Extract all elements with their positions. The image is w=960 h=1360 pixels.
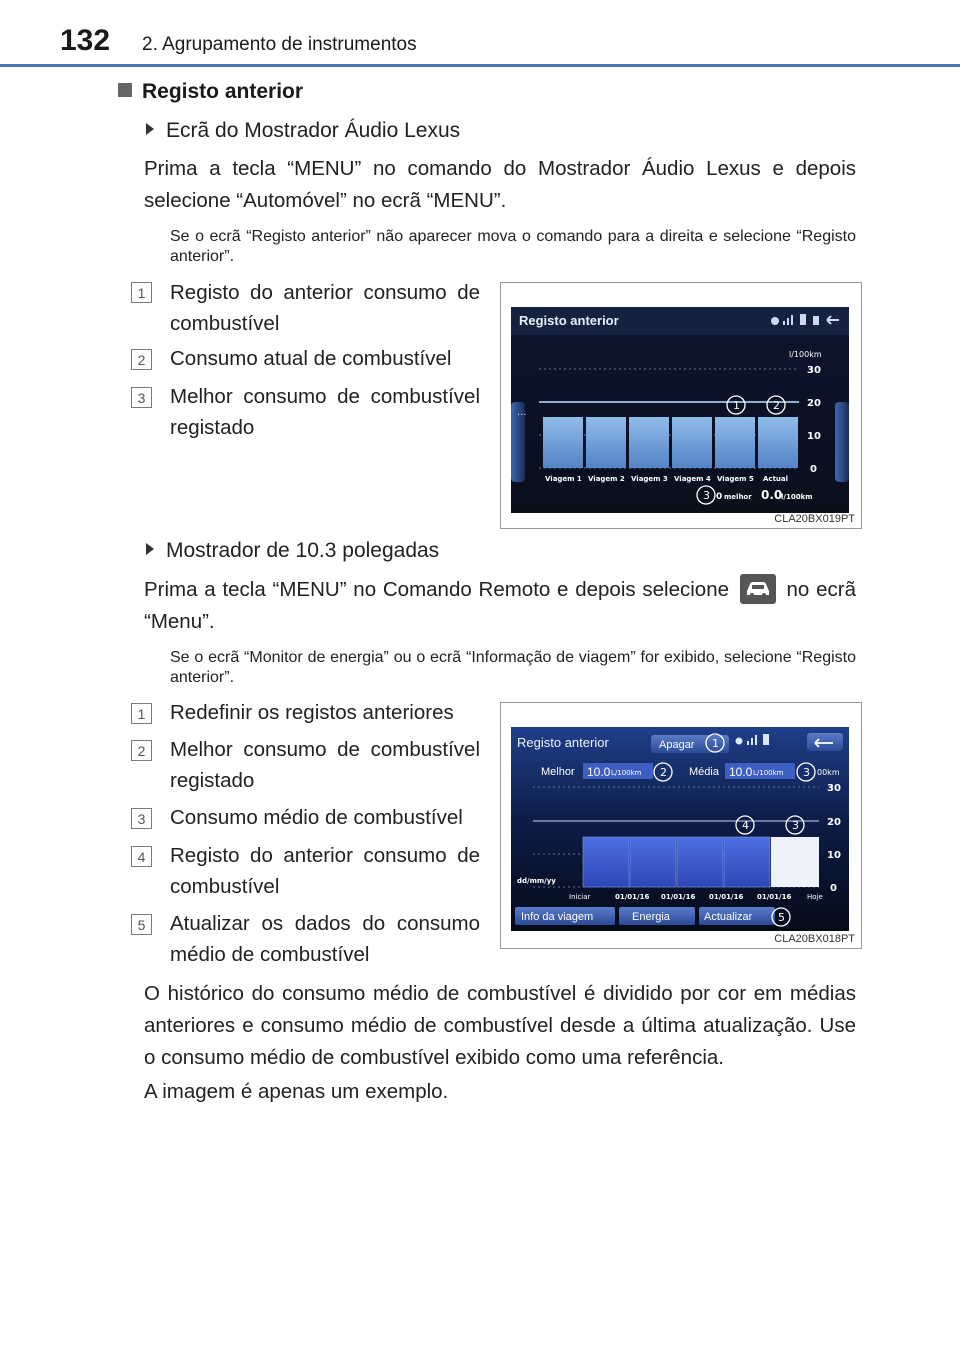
x-label: Viagem 3 [631,475,668,483]
bar-trip-2 [586,417,626,468]
back-button-shape [807,733,843,751]
bar-period-2 [630,837,676,887]
x-label: Viagem 2 [588,475,625,483]
bar-period-1 [583,837,629,887]
y-tick: 30 [807,365,821,376]
x-label: Viagem 5 [717,475,754,483]
best-value: 10.0 [587,765,611,779]
item-text: Registo do anterior consumo de combustível [170,844,480,898]
closing-paragraph: O histórico do consumo médio de combustível é dividido por cor em médias anteriores e consumo médio de combustível desde a última atualização. Use o consumo médio de combustível exibido como uma referência. [144,982,856,1069]
date-format: dd/mm/yy [517,877,556,885]
tab-update-label: Actualizar [704,911,753,923]
x-label: Viagem 1 [545,475,582,483]
tab-energy-label: Energia [632,911,670,923]
avg-value: 10.0 [729,765,753,779]
y-tick: 30 [827,783,841,794]
item-number: 3 [131,808,152,829]
figure-code: CLA20BX018PT [774,933,855,945]
svg-text:4: 4 [742,819,749,832]
ten-inch-note: Se o ecrã “Monitor de energia” ou o ecrã “Informação de viagem” for exibido, selecione “Registo anterior”. [170,649,856,686]
chapter-title: 2. Agrupamento de instrumentos [142,34,417,55]
item-number: 5 [131,914,152,935]
screen-lexus-graphic [511,307,849,513]
item-text: Atualizar os dados do consumo médio de combustível [170,912,480,966]
svg-text:3: 3 [803,766,810,779]
x-label: 01/01/16 [757,893,792,901]
battery-icon [800,314,806,325]
signal-icon [783,321,785,325]
triangle-bullet-icon [146,543,154,555]
subheading-lexus [146,119,460,143]
example-note: A imagem é apenas um exemplo. [144,1080,449,1103]
svg-text:1: 1 [733,399,740,412]
best-label: Melhor [541,766,575,778]
screen-title: Registo anterior [519,313,619,328]
x-label: Iniciar [569,893,591,901]
item-number: 4 [131,846,152,867]
best-unit: L/100km [611,769,642,777]
best-value: 0.0 [761,488,783,502]
bar-trip-3 [629,417,669,468]
figure-ten-inch-display [500,702,862,949]
x-label: 01/01/16 [615,893,650,901]
avg-unit: L/100km [753,769,784,777]
bar-trip-5 [715,417,755,468]
best-unit: l/100km [781,493,813,501]
phone-icon [813,316,819,325]
ellipsis-label: ... [517,407,527,418]
lexus-note: Se o ecrã “Registo anterior” não aparecer mova o comando para a direita e selecione “Registo anterior”. [170,228,856,265]
subheading-lexus-text: Ecrã do Mostrador Áudio Lexus [166,119,461,142]
bar-today [771,837,819,887]
item-text: Melhor consumo de combustível registado [170,385,480,439]
item-text: Redefinir os registos anteriores [170,701,454,724]
x-label: Actual [763,475,789,483]
page-header [0,0,960,62]
svg-text:2: 2 [660,766,667,779]
item-number: 1 [131,703,152,724]
x-label: Hoje [807,893,823,901]
tab-trip-info-label: Info da viagem [521,911,594,923]
screen-lexus [511,307,849,513]
item-number: 3 [131,387,152,408]
item-number: 2 [131,740,152,761]
triangle-bullet-icon [146,123,154,135]
y-tick: 10 [827,850,841,861]
screen-title: Registo anterior [517,735,609,750]
bluetooth-icon [771,317,779,325]
x-label: 01/01/16 [709,893,744,901]
svg-text:3: 3 [703,489,710,502]
axis-unit: l/100km [789,350,822,359]
bar-trip-1 [543,417,583,468]
subheading-ten-inch [146,539,439,563]
avg-label: Média [689,766,719,778]
x-label: 01/01/16 [661,893,696,901]
section-title-text: Registo anterior [142,80,304,103]
signal-icon [747,741,749,745]
ten-inch-paragraph: Prima a tecla “MENU” no Comando Remoto e depois selecione no ecrã “Menu”. [144,574,856,638]
section-title [118,80,303,104]
bar-period-4 [724,837,770,887]
clear-button-label: Apagar [659,739,695,751]
screen-ten-inch-graphic [511,727,849,931]
y-tick: 0 [810,464,817,475]
figure-code: CLA20BX019PT [774,513,855,525]
item-text: Melhor consumo de combustível registado [170,738,480,792]
axis-unit: 00km [817,768,840,777]
y-tick: 20 [807,398,821,409]
header-rule [0,64,960,67]
svg-text:1: 1 [712,737,719,750]
bar-period-3 [677,837,723,887]
subheading-ten-inch-text: Mostrador de 10.3 polegadas [166,539,440,562]
svg-text:3: 3 [792,819,799,832]
page-number: 132 [60,24,111,57]
item-text: Consumo médio de combustível [170,806,463,829]
svg-text:2: 2 [773,399,780,412]
item-text: Consumo atual de combustível [170,347,452,370]
bar-actual [758,417,798,468]
car-icon [740,574,776,604]
right-scroll-handle [835,402,849,482]
bar-trip-4 [672,417,712,468]
svg-text:5: 5 [778,911,785,924]
square-bullet-icon [118,83,132,97]
best-left-value: 0 [716,492,723,502]
item-number: 1 [131,282,152,303]
best-label: melhor [724,493,752,501]
item-number: 2 [131,349,152,370]
lexus-paragraph: Prima a tecla “MENU” no comando do Mostrador Áudio Lexus e depois selecione “Automóvel” no ecrã “MENU”. [144,157,856,212]
item-text: Registo do anterior consumo de combustível [170,281,480,335]
y-tick: 10 [807,431,821,442]
bluetooth-icon [736,738,743,745]
screen-ten-inch [511,727,849,931]
figure-lexus-display [500,282,862,529]
y-tick: 20 [827,817,841,828]
y-tick: 0 [830,883,837,894]
battery-icon [763,734,769,745]
x-label: Viagem 4 [674,475,711,483]
